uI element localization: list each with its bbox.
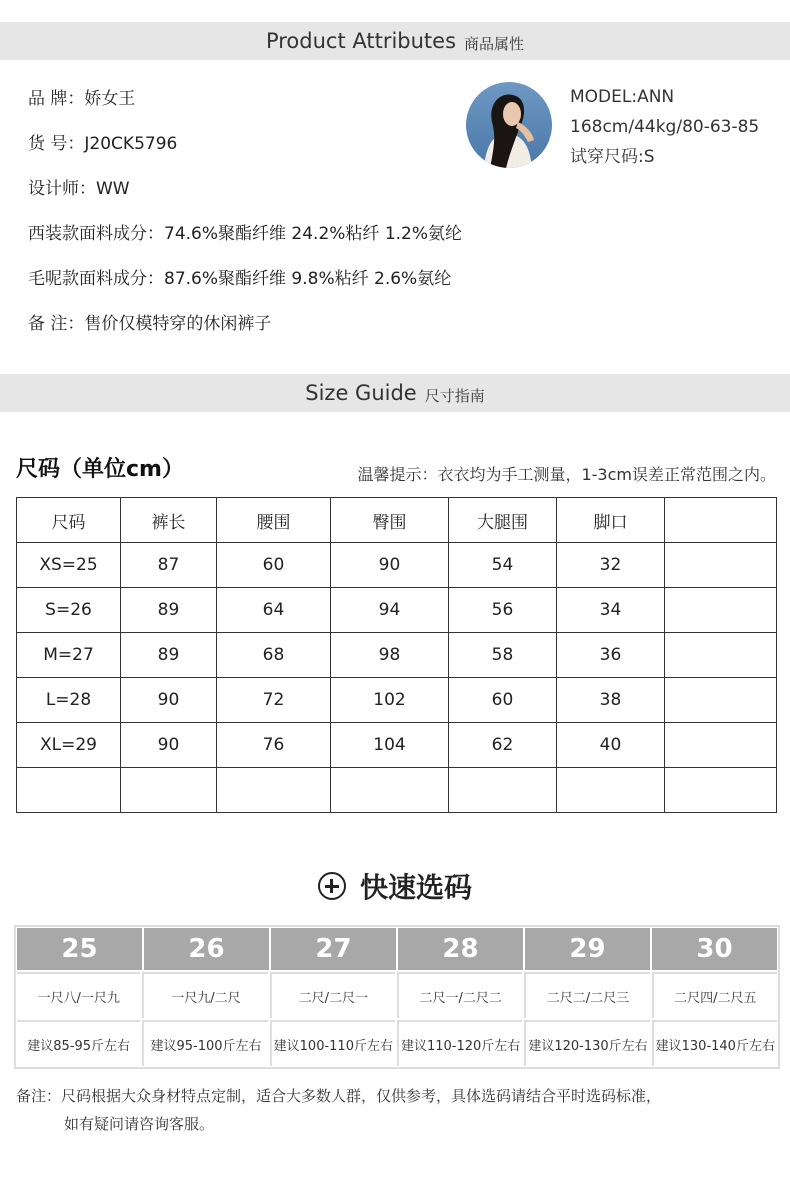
attribute-row — [28, 265, 462, 310]
table-cell: 72 — [217, 678, 331, 723]
table-cell — [17, 768, 121, 813]
table-cell: 94 — [331, 588, 449, 633]
table-cell: 60 — [217, 543, 331, 588]
attribute-value: 售价仅模特穿的休闲裤子 — [84, 314, 272, 334]
table-cell: 40 — [557, 723, 665, 768]
table-cell — [217, 768, 331, 813]
size-table-tip: 温馨提示：衣衣均为手工测量，1-3cm误差正常范围之内。 — [357, 465, 776, 484]
attribute-list — [28, 85, 462, 355]
table-cell — [121, 768, 217, 813]
table-cell — [665, 588, 777, 633]
footnote — [16, 1082, 661, 1138]
attribute-key: 备 注： — [28, 314, 85, 334]
attribute-value: J20CK5796 — [84, 134, 178, 154]
table-cell: 90 — [331, 543, 449, 588]
quick-size-cell: 28 — [398, 928, 523, 970]
table-row — [17, 723, 777, 768]
quick-weight-cell: 建议130-140斤左右 — [652, 1020, 777, 1066]
quick-select-label: 快速选码 — [359, 871, 472, 904]
attribute-key: 货 号： — [28, 134, 85, 154]
table-cell: 90 — [121, 723, 217, 768]
size-guide-header — [0, 374, 790, 412]
table-cell — [665, 543, 777, 588]
attribute-key: 毛呢款面料成分： — [28, 269, 164, 289]
table-row — [17, 678, 777, 723]
column-header: 臀围 — [331, 498, 449, 543]
table-cell — [665, 768, 777, 813]
table-cell: 62 — [449, 723, 557, 768]
quick-size-cell: 27 — [271, 928, 396, 970]
section-title-zh: 商品属性 — [464, 34, 525, 53]
table-cell: M=27 — [17, 633, 121, 678]
table-cell: 68 — [217, 633, 331, 678]
table-row — [17, 588, 777, 633]
product-attributes-header — [0, 22, 790, 60]
quick-size-cell: 25 — [17, 928, 142, 970]
model-name: MODEL:ANN — [570, 87, 675, 107]
attribute-row — [28, 130, 462, 175]
table-cell: XL=29 — [17, 723, 121, 768]
table-cell — [449, 768, 557, 813]
table-cell: XS=25 — [17, 543, 121, 588]
quick-size-cell: 26 — [144, 928, 269, 970]
attribute-row — [28, 85, 462, 130]
table-cell: 76 — [217, 723, 331, 768]
attribute-row — [28, 175, 462, 220]
quick-select-table — [14, 925, 780, 1069]
quick-size-cell: 29 — [525, 928, 650, 970]
quick-select-title — [0, 866, 790, 906]
table-cell — [665, 723, 777, 768]
table-cell: 102 — [331, 678, 449, 723]
table-cell: 87 — [121, 543, 217, 588]
attribute-value: 74.6%聚酯纤维 24.2%粘纤 1.2%氨纶 — [164, 224, 463, 244]
table-row — [17, 633, 777, 678]
size-table-title: 尺码（单位cm） — [16, 457, 184, 482]
table-cell — [331, 768, 449, 813]
table-cell — [665, 678, 777, 723]
footnote-line: 如有疑问请咨询客服。 — [64, 1115, 215, 1133]
column-header — [665, 498, 777, 543]
quick-weight-cell: 建议100-110斤左右 — [270, 1020, 395, 1066]
size-table — [16, 497, 777, 813]
table-cell — [665, 633, 777, 678]
column-header: 腰围 — [217, 498, 331, 543]
table-cell: L=28 — [17, 678, 121, 723]
table-cell: 89 — [121, 633, 217, 678]
table-cell: 58 — [449, 633, 557, 678]
column-header: 大腿围 — [449, 498, 557, 543]
model-info — [570, 82, 759, 172]
model-photo — [466, 82, 552, 168]
table-row — [17, 768, 777, 813]
quick-weight-cell: 建议120-130斤左右 — [524, 1020, 649, 1066]
quick-weight-cell: 建议85-95斤左右 — [17, 1020, 140, 1066]
table-cell: 54 — [449, 543, 557, 588]
table-cell: 34 — [557, 588, 665, 633]
attribute-row — [28, 220, 462, 265]
table-cell: 90 — [121, 678, 217, 723]
attribute-key: 西装款面料成分： — [28, 224, 164, 244]
quick-waist-cell: 一尺九/二尺 — [142, 972, 267, 1018]
quick-waist-cell: 二尺一/二尺二 — [397, 972, 522, 1018]
quick-waist-cell: 二尺/二尺一 — [270, 972, 395, 1018]
quick-waist-cell: 一尺八/一尺九 — [17, 972, 140, 1018]
table-cell: 56 — [449, 588, 557, 633]
table-cell: 89 — [121, 588, 217, 633]
table-cell: 64 — [217, 588, 331, 633]
attribute-key: 设计师： — [28, 179, 96, 199]
table-row — [17, 543, 777, 588]
table-cell: 36 — [557, 633, 665, 678]
table-cell — [557, 768, 665, 813]
attribute-row — [28, 310, 462, 355]
column-header: 脚口 — [557, 498, 665, 543]
table-cell: 98 — [331, 633, 449, 678]
table-cell: 32 — [557, 543, 665, 588]
quick-size-cell: 30 — [652, 928, 777, 970]
quick-weight-row — [16, 1019, 778, 1067]
quick-size-row — [16, 927, 778, 971]
table-cell: 104 — [331, 723, 449, 768]
table-header-row — [17, 498, 777, 543]
column-header: 裤长 — [121, 498, 217, 543]
table-cell: S=26 — [17, 588, 121, 633]
section-title-en: Size Guide — [305, 381, 417, 405]
attribute-value: 87.6%聚酯纤维 9.8%粘纤 2.6%氨纶 — [164, 269, 452, 289]
table-cell: 60 — [449, 678, 557, 723]
footnote-line: 备注：尺码根据大众身材特点定制，适合大多数人群，仅供参考，具体选码请结合平时选码标准， — [16, 1087, 662, 1105]
attribute-key: 品 牌： — [28, 89, 85, 109]
quick-waist-cell: 二尺四/二尺五 — [652, 972, 777, 1018]
quick-weight-cell: 建议95-100斤左右 — [142, 1020, 267, 1066]
plus-circle-icon — [318, 872, 346, 900]
section-title-en: Product Attributes — [265, 29, 457, 53]
quick-waist-cell: 二尺二/二尺三 — [524, 972, 649, 1018]
attribute-value: WW — [96, 179, 130, 199]
quick-weight-cell: 建议110-120斤左右 — [397, 1020, 522, 1066]
column-header: 尺码 — [17, 498, 121, 543]
attribute-value: 娇女王 — [84, 89, 136, 109]
table-cell: 38 — [557, 678, 665, 723]
model-measurements: 168cm/44kg/80-63-85 — [570, 117, 760, 137]
quick-waist-row — [16, 971, 778, 1019]
model-trial-size: 试穿尺码:S — [570, 147, 655, 167]
section-title-zh: 尺寸指南 — [424, 386, 485, 405]
